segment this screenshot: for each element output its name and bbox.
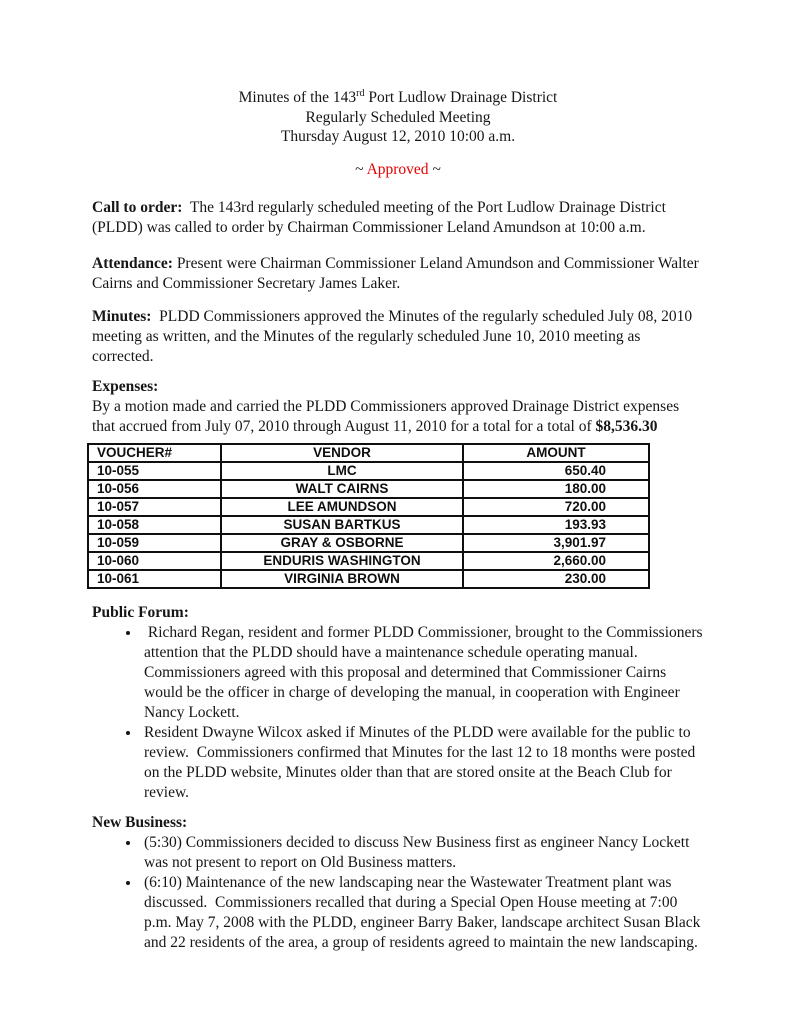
voucher-number-cell: 10-060	[88, 552, 221, 570]
vendor-cell: LEE AMUNDSON	[221, 498, 463, 516]
title-suffix: Port Ludlow Drainage District	[364, 89, 558, 106]
table-row	[88, 516, 649, 534]
amount-cell: 230.00	[463, 570, 649, 588]
approved-tilde-right: ~	[428, 160, 441, 178]
call-to-order-paragraph	[92, 198, 704, 238]
voucher-number-cell: 10-059	[88, 534, 221, 552]
table-row	[88, 534, 649, 552]
amount-cell: 720.00	[463, 498, 649, 516]
vendor-cell: LMC	[221, 462, 463, 480]
amount-cell: 193.93	[463, 516, 649, 534]
approved-status	[92, 160, 704, 180]
vendor-cell: ENDURIS WASHINGTON	[221, 552, 463, 570]
vendor-cell: VIRGINIA BROWN	[221, 570, 463, 588]
amount-cell: 650.40	[463, 462, 649, 480]
attendance-label: Attendance:	[92, 254, 173, 272]
document-header	[92, 88, 704, 147]
approved-label: Approved	[366, 160, 429, 178]
minutes-text: PLDD Commissioners approved the Minutes of the regularly scheduled July 08, 2010 meeting as written, and the Minutes of the regularly scheduled June 10, 2010 meeting as corrected.	[92, 307, 696, 365]
title-prefix: Minutes of the 143	[238, 89, 357, 106]
new-business-bullet-text: (5:30) Commissioners decided to discuss New Business first as engineer Nancy Lockett was not present to report on Old Business matters.	[144, 833, 694, 871]
voucher-number-cell: 10-055	[88, 462, 221, 480]
approved-tilde-left: ~	[355, 160, 367, 178]
table-row	[88, 480, 649, 498]
voucher-number-cell: 10-056	[88, 480, 221, 498]
vendor-cell: SUSAN BARTKUS	[221, 516, 463, 534]
amount-column-header: AMOUNT	[463, 444, 649, 462]
new-business-bullet-text: (6:10) Maintenance of the new landscaping near the Wastewater Treatment plant was discussed. Commissioners recalled that during a Special Open House meeting at 7:00 p.m. May 7, 2008 with the PLDD, engineer Barry Baker, landscape architect Susan Black and 22 residents of the area, a group of residents agreed to maintain the new landscaping.	[144, 873, 705, 951]
expenses-body	[92, 397, 704, 437]
expenses-text: By a motion made and carried the PLDD Commissioners approved Drainage District expenses that accrued from July 07, 2010 through August 11, 2010 for a total for a total of	[92, 397, 684, 435]
expenses-heading: Expenses:	[92, 377, 159, 395]
call-to-order-text: The 143rd regularly scheduled meeting of the Port Ludlow Drainage District (PLDD) was called to order by Chairman Commissioner Leland Amundson at 10:00 a.m.	[92, 198, 670, 236]
list-item	[141, 623, 707, 723]
amount-cell: 180.00	[463, 480, 649, 498]
list-item	[141, 723, 704, 803]
list-item	[141, 873, 704, 953]
list-item	[141, 833, 704, 873]
attendance-paragraph	[92, 254, 704, 294]
minutes-label: Minutes:	[92, 307, 152, 325]
vendor-column-header: VENDOR	[221, 444, 463, 462]
title-ordinal-superscript: rd	[356, 88, 365, 99]
call-to-order-label: Call to order:	[92, 198, 183, 216]
public-forum-heading: Public Forum:	[92, 603, 189, 621]
minutes-paragraph	[92, 307, 704, 367]
voucher-number-cell: 10-057	[88, 498, 221, 516]
public-forum-bullet-text: Richard Regan, resident and former PLDD Commissioner, brought to the Commissioners attention that the PLDD should have a maintenance schedule operating manual. Commissioners agreed with this proposal and determined that Commissioner Cairns would be the officer in charge of developing the manual, in cooperation with Engineer Nancy Lockett.	[144, 623, 707, 721]
voucher-column-header: VOUCHER#	[88, 444, 221, 462]
new-business-section	[92, 813, 704, 953]
document-subtitle: Regularly Scheduled Meeting	[305, 108, 491, 126]
voucher-table	[87, 443, 650, 589]
expenses-total-amount: $8,536.30	[595, 417, 658, 435]
attendance-text: Present were Chairman Commissioner Leland Amundson and Commissioner Walter Cairns and Commissioner Secretary James Laker.	[92, 254, 703, 292]
public-forum-bullet-text: Resident Dwayne Wilcox asked if Minutes of the PLDD were available for the public to review. Commissioners confirmed that Minutes for the last 12 to 18 months were posted on the PLDD website, Minutes older than that are stored onsite at the Beach Club for review.	[144, 723, 700, 801]
voucher-table-header-row	[88, 444, 649, 462]
amount-cell: 2,660.00	[463, 552, 649, 570]
vendor-cell: GRAY & OSBORNE	[221, 534, 463, 552]
document-title	[92, 88, 704, 108]
table-row	[88, 498, 649, 516]
public-forum-list	[92, 623, 707, 803]
expenses-section	[92, 377, 704, 589]
new-business-heading: New Business:	[92, 813, 188, 831]
public-forum-section	[92, 603, 707, 803]
new-business-list	[92, 833, 704, 953]
vendor-cell: WALT CAIRNS	[221, 480, 463, 498]
document-date-line: Thursday August 12, 2010 10:00 a.m.	[280, 128, 516, 145]
amount-cell: 3,901.97	[463, 534, 649, 552]
table-row	[88, 462, 649, 480]
table-row	[88, 552, 649, 570]
voucher-number-cell: 10-061	[88, 570, 221, 588]
voucher-number-cell: 10-058	[88, 516, 221, 534]
table-row	[88, 570, 649, 588]
